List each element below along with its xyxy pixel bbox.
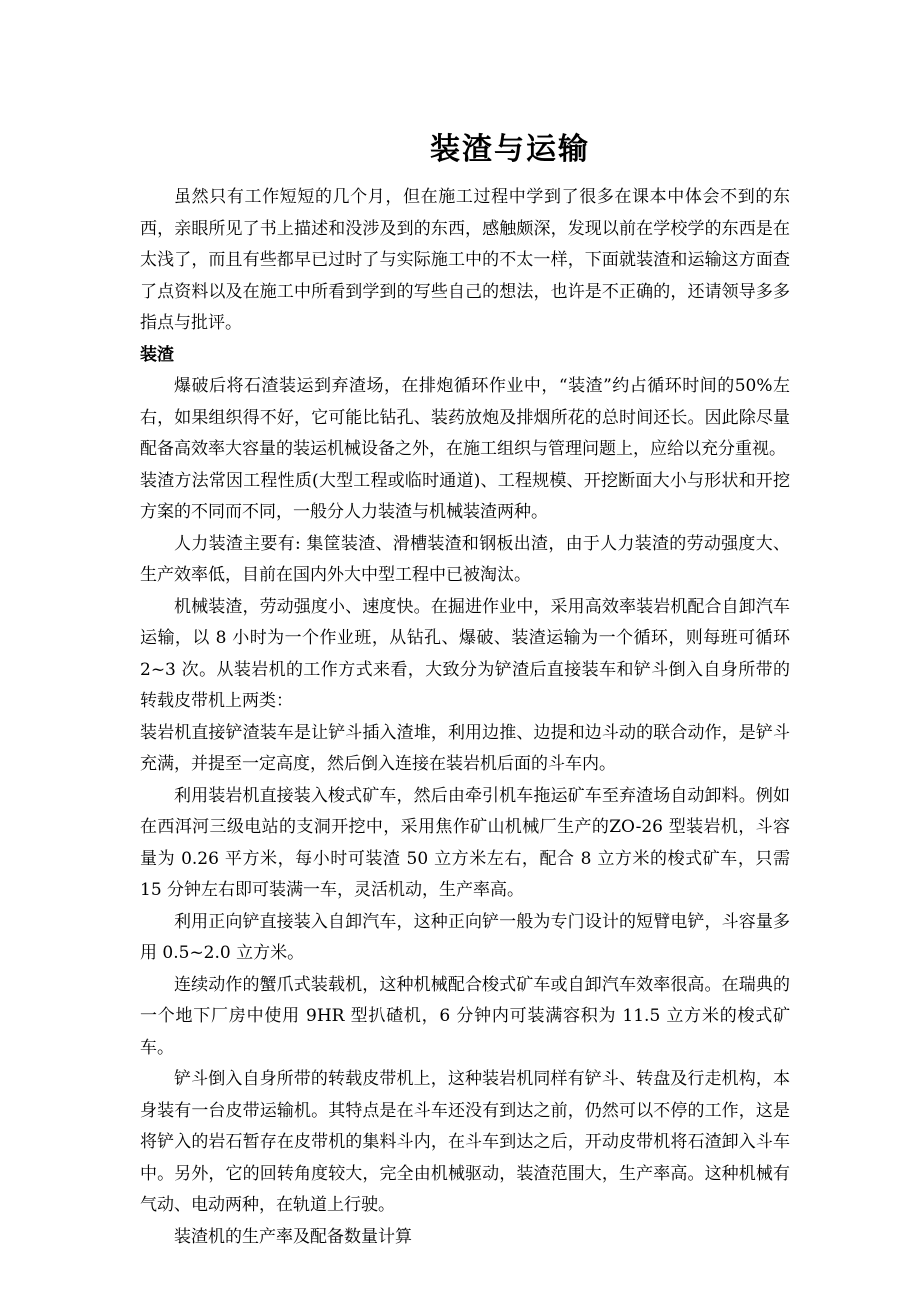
section-heading: 装渣 [140,344,174,365]
body-paragraph: 爆破后将石渣装运到弃渣场，在排炮循环作业中，“装渣”约占循环时间的50%左右，如果组织得不好，它可能比钻孔、装药放炮及排烟所花的总时间还长。因此除尽量配备高效率大容量的装运机械设备之外，在施工组织与管理问题上，应给以充分重视。 [140,376,790,459]
body-paragraph: 连续动作的蟹爪式装载机，这种机械配合梭式矿车或自卸汽车效率很高。在瑞典的一个地下厂房中使用 9HR 型扒碴机，6 分钟内可装满容积为 11.5 立方米的梭式矿车。 [140,974,790,1058]
body-paragraph: 利用装岩机直接装入梭式矿车，然后由牵引机车拖运矿车至弃渣场自动卸料。例如在西洱河三级电站的支洞开挖中，采用焦作矿山机械厂生产的ZO-26 型装岩机，斗容量为 0.26 平方米，每小时可装渣 50 立方米左右，配合 8 立方米的梭式矿车，只需 15 分钟左右即可装满一车，灵活机动，生产率高。 [140,785,790,900]
body-paragraph: 铲斗倒入自身所带的转载皮带机上，这种装岩机同样有铲斗、转盘及行走机构，本身装有一台皮带运输机。其特点是在斗车还没有到达之前，仍然可以不停的工作，这是将铲入的岩石暂存在皮带机的集料斗内，在斗车到达之后，开动皮带机将石渣卸入斗车中。另外，它的回转角度较大，完全由机械驱动，装渣范围大，生产率高。这种机械有气动、电动两种，在轨道上行驶。 [140,1069,790,1215]
document-title: 装渣与运输 [430,132,590,167]
document-page [140,128,790,1253]
body-paragraph: 装渣方法常因工程性质(大型工程或临时通道)、工程规模、开挖断面大小与形状和开挖方案的不同而不同，一般分人力装渣与机械装渣两种。 [140,470,790,522]
body-paragraph: 人力装渣主要有: 集筐装渣、滑槽装渣和钢板出渣，由于人力装渣的劳动强度大、生产效率低，目前在国内外大中型工程中已被淘汰。 [140,533,790,585]
body-paragraph: 机械装渣，劳动强度小、速度快。在掘进作业中，采用高效率装岩机配合自卸汽车运输，以 8 小时为一个作业班，从钻孔、爆破、装渣运输为一个循环，则每班可循环 2~3 次。从装岩机的工作方式来看，大致分为铲渣后直接装车和铲斗倒入自身所带的转载皮带机上两类： [140,596,790,711]
body-paragraph: 利用正向铲直接装入自卸汽车，这种正向铲一般为专门设计的短臂电铲，斗容量多用 0.5~2.0 立方米。 [140,911,790,963]
body-paragraph: 装岩机直接铲渣装车是让铲斗插入渣堆，利用边推、边提和边斗动的联合动作，是铲斗充满，并提至一定高度，然后倒入连接在装岩机后面的斗车内。 [140,722,790,774]
body-paragraph: 装渣机的生产率及配备数量计算 [174,1226,412,1247]
intro-paragraph: 虽然只有工作短短的几个月，但在施工过程中学到了很多在课本中体会不到的东西，亲眼所见了书上描述和没涉及到的东西，感触颇深，发现以前在学校学的东西是在太浅了，而且有些都早已过时了与实际施工中的不太一样，下面就装渣和运输这方面查了点资料以及在施工中所看到学到的写些自己的想法，也许是不正确的，还请领导多多指点与批评。 [140,187,790,333]
